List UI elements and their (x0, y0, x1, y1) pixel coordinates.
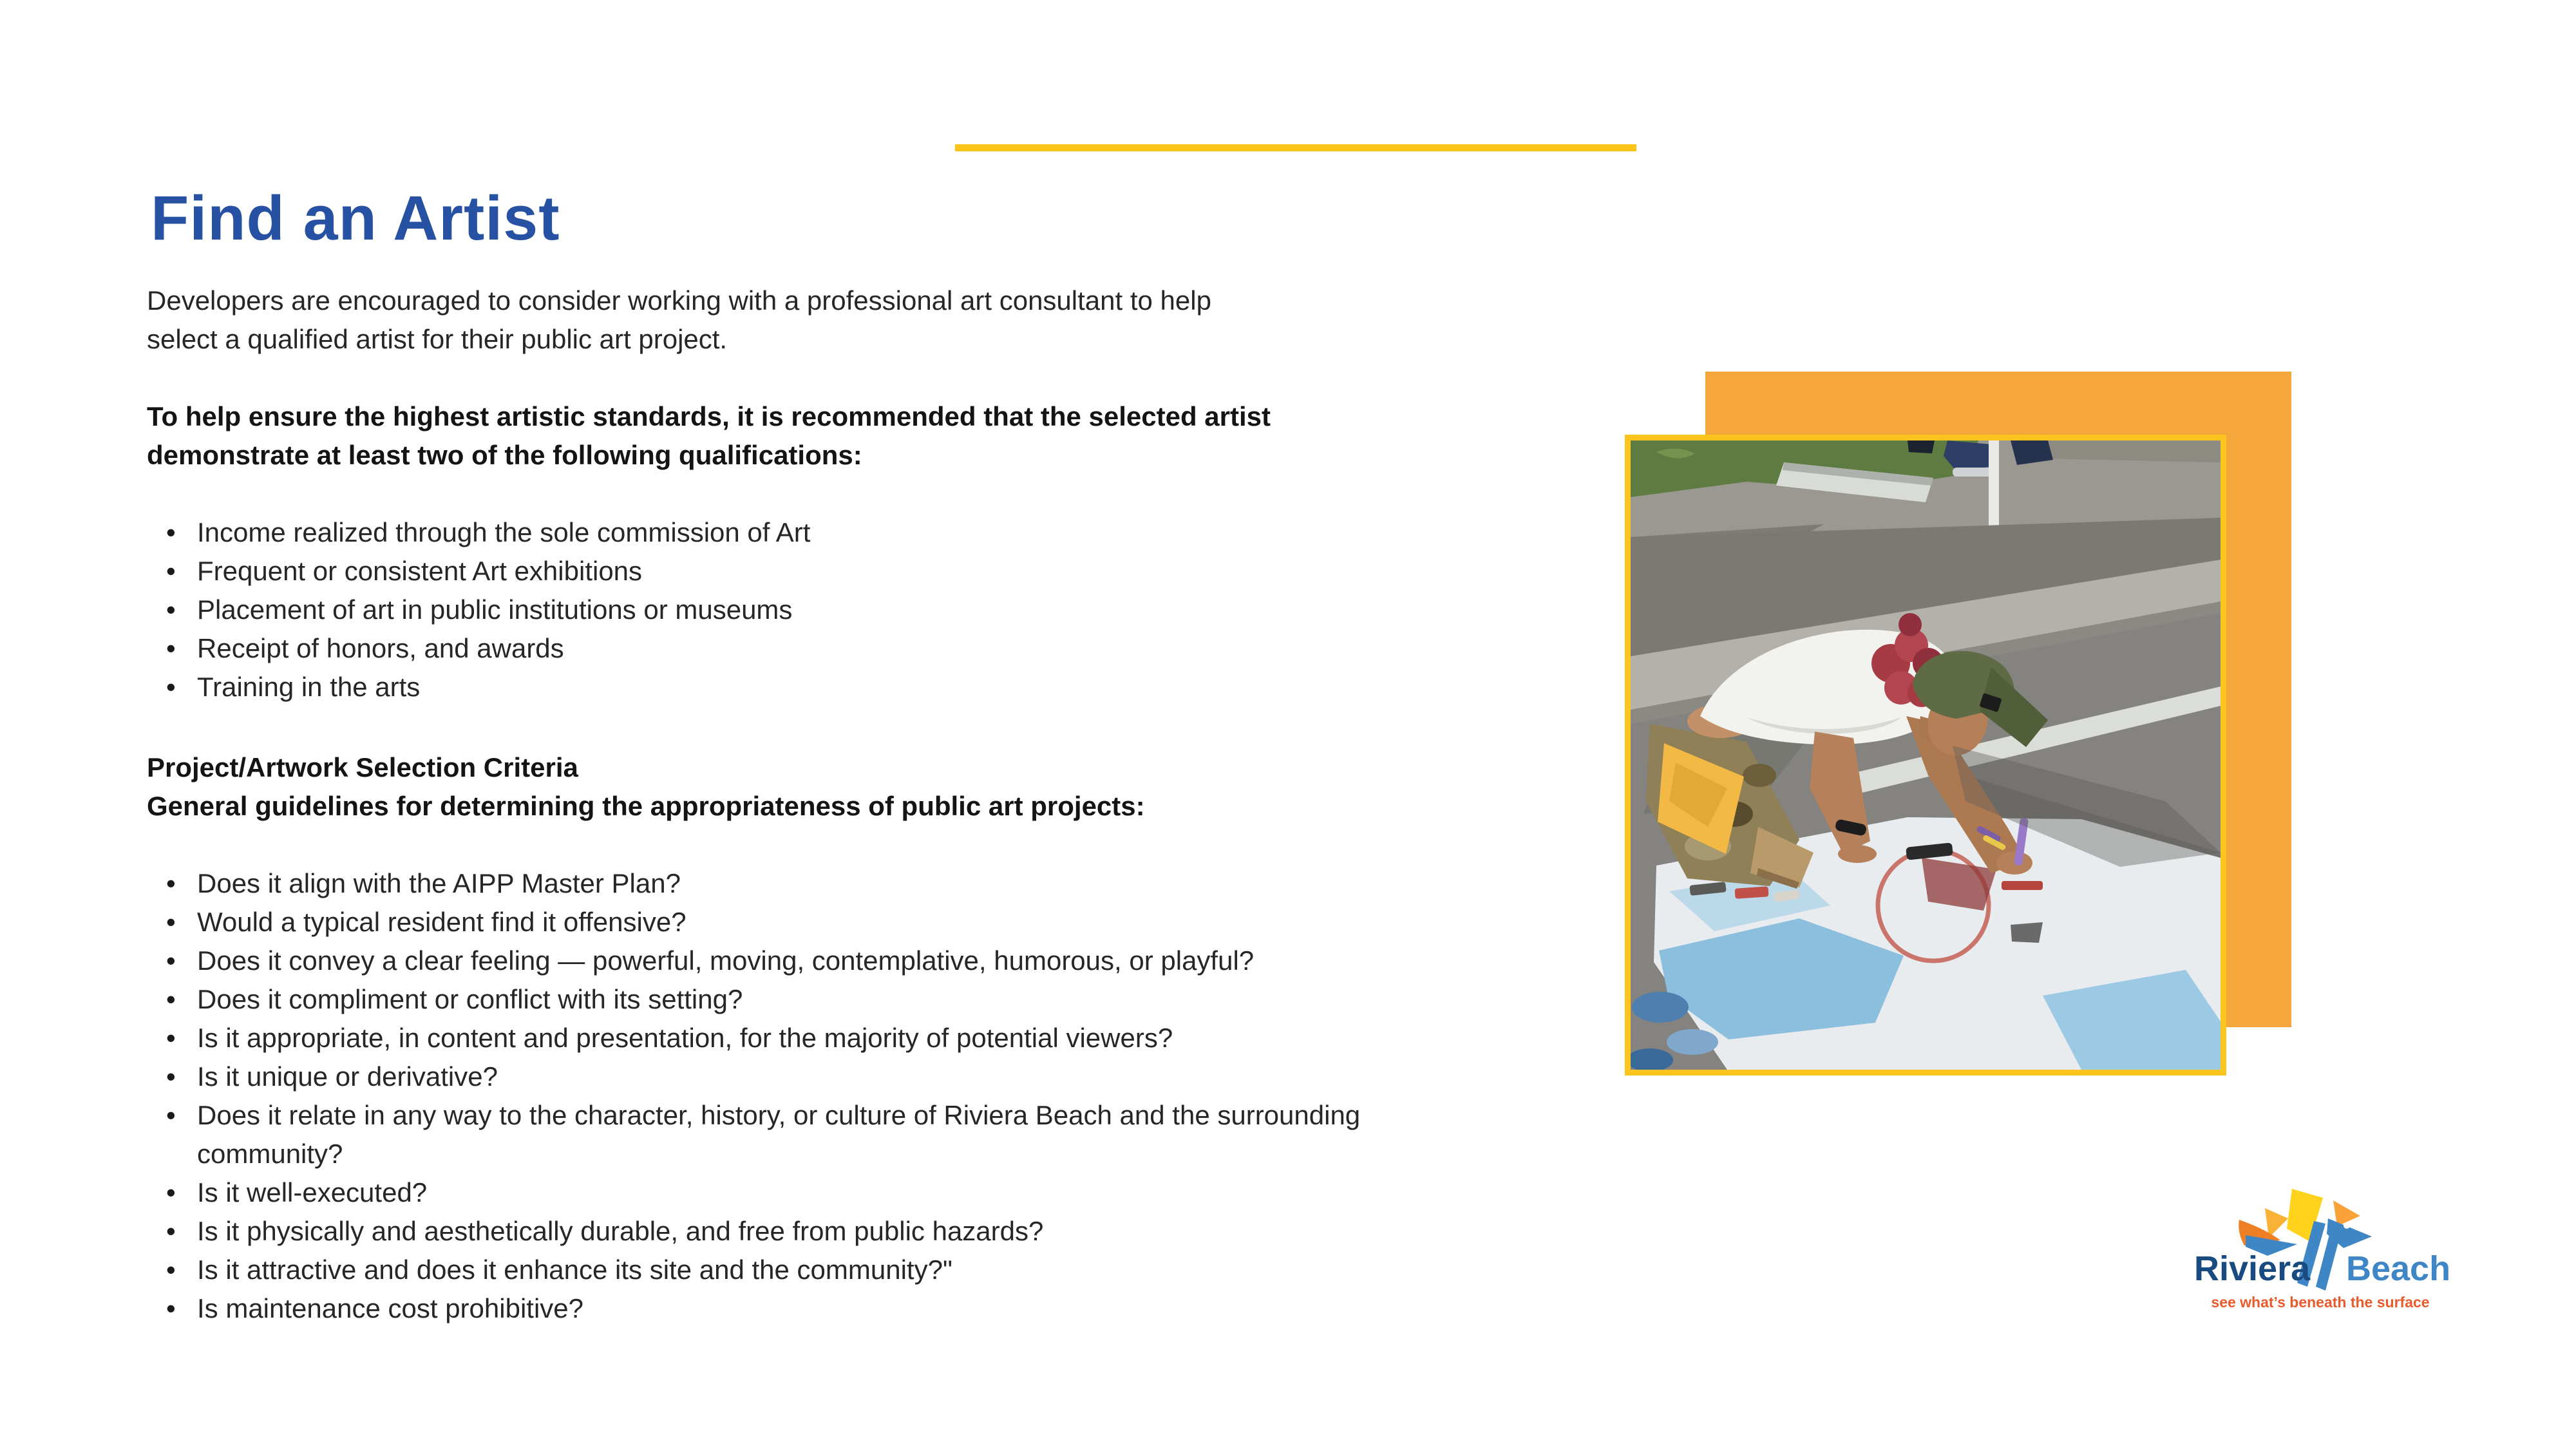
list-item: • Income realized through the sole commission of Art (147, 513, 810, 552)
list-item: • Is it well-executed? (147, 1173, 1480, 1212)
hand (1838, 845, 1877, 863)
logo-word-beach: Beach (2346, 1249, 2451, 1288)
list-item: • Does it compliment or conflict with its setting? (147, 980, 1480, 1019)
riviera-beach-logo (2185, 1182, 2463, 1337)
photo-frame (1625, 435, 2226, 1075)
page-title: Find an Artist (151, 182, 560, 253)
list-item: • Placement of art in public institutions or museums (147, 591, 810, 629)
blue-rag (1632, 992, 1689, 1023)
list-item: • Does it relate in any way to the character, history, or culture of Riviera Beach and the surrounding community? (147, 1096, 1480, 1173)
standards-paragraph (147, 397, 1271, 475)
list-item: • Does it align with the AIPP Master Plan? (147, 864, 1480, 903)
list-item: • Is maintenance cost prohibitive? (147, 1289, 1480, 1328)
list-item: • Receipt of honors, and awards (147, 629, 810, 668)
list-item: • Is it physically and aesthetically durable, and free from public hazards? (147, 1212, 1480, 1251)
blue-rag (1667, 1029, 1718, 1055)
list-item: • Is it unique or derivative? (147, 1057, 1480, 1096)
criteria-heading (147, 748, 1145, 826)
list-item: • Is it attractive and does it enhance its site and the community?" (147, 1251, 1480, 1289)
list-item: • Is it appropriate, in content and presentation, for the majority of potential viewers? (147, 1019, 1480, 1057)
accent-line (955, 144, 1636, 151)
white-post (1989, 440, 1999, 526)
criteria-heading-line-1: Project/Artwork Selection Criteria (147, 752, 578, 782)
intro-paragraph (147, 281, 1211, 359)
mural-dark-mark (2011, 922, 2043, 943)
standards-line-1: To help ensure the highest artistic standards, it is recommended that the selected artist (147, 401, 1271, 431)
standards-line-2: demonstrate at least two of the following qualifications: (147, 440, 862, 470)
red-chalk (2002, 881, 2043, 890)
riviera-beach-logo-graphic (2185, 1182, 2463, 1337)
camo-spot (1743, 764, 1776, 787)
fin-eye-icon (2344, 1222, 2350, 1229)
logo-word-riviera: Riviera (2194, 1249, 2311, 1288)
qualifications-list (147, 513, 810, 706)
bystander-shoe (1908, 440, 1935, 453)
criteria-heading-line-2: General guidelines for determining the appropriateness of public art projects: (147, 791, 1145, 821)
list-item: • Frequent or consistent Art exhibitions (147, 552, 810, 591)
chalk-artist-photo (1631, 440, 2221, 1070)
list-item: • Would a typical resident find it offensive? (147, 903, 1480, 942)
criteria-list (147, 864, 1480, 1328)
intro-line-2: select a qualified artist for their public art project. (147, 324, 728, 354)
list-item: • Does it convey a clear feeling — powerful, moving, contemplative, humorous, or playful? (147, 942, 1480, 980)
logo-tagline: see what’s beneath the surface (2211, 1294, 2430, 1311)
list-item: • Training in the arts (147, 668, 810, 706)
intro-line-1: Developers are encouraged to consider working with a professional art consultant to help (147, 285, 1211, 316)
